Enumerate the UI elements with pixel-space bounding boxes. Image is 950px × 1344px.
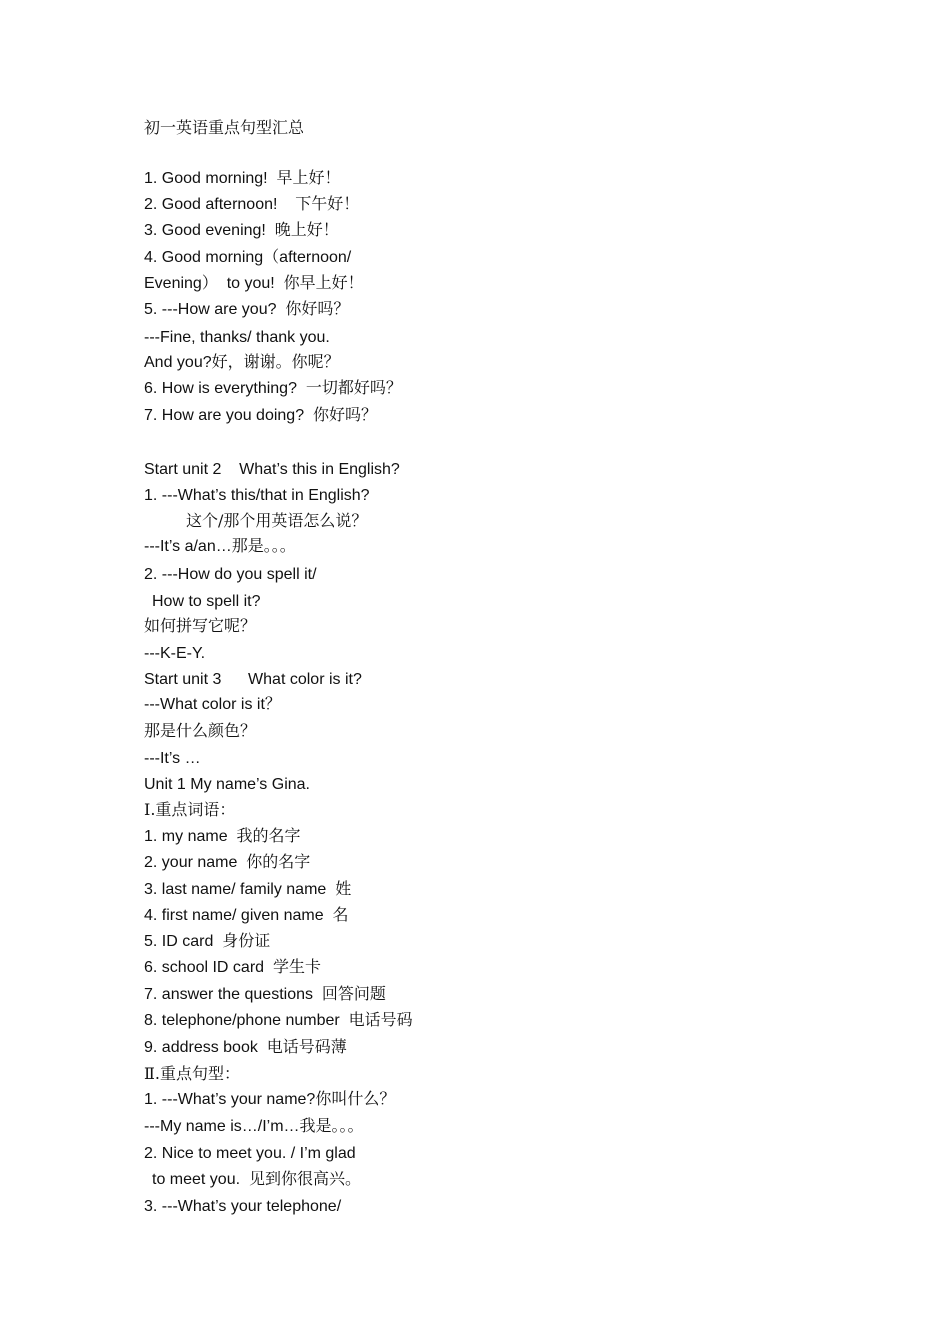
text-line: ---K-E-Y. [144,645,206,662]
text-line: How to spell it? [152,593,261,610]
subsection-heading: Ⅰ.重点词语： [144,800,236,819]
text-line: 1. my name 我的名字 [144,828,301,845]
section-heading: Start unit 2 What’s this in English? [144,461,400,478]
text-line: 7. How are you doing? 你好吗？ [144,407,377,424]
text-line: 1. ---What’s your name?你叫什么？ [144,1091,396,1108]
text-line: 3. ---What’s your telephone/ [144,1198,342,1215]
subsection-heading: Ⅱ.重点句型： [144,1064,240,1083]
text-line: ---My name is…/I’m…我是。。。 [144,1118,364,1135]
text-line: 2. Nice to meet you. / I’m glad [144,1145,356,1162]
text-line: ---What color is it？ [144,696,281,713]
text-line: 6. school ID card 学生卡 [144,959,321,976]
text-line: 2. your name 你的名字 [144,854,311,871]
text-line: Evening） to you! 你早上好！ [144,275,364,292]
text-line: 1. ---What’s this/that in English? [144,487,370,504]
document-title: 初一英语重点句型汇总 [144,118,305,137]
text-line: 如何拼写它呢？ [144,616,257,635]
text-line: ---Fine, thanks/ thank you. [144,329,330,346]
text-line: 8. telephone/phone number 电话号码 [144,1012,413,1029]
text-line: 3. Good evening! 晚上好！ [144,222,339,239]
text-line: 4. Good morning（afternoon/ [144,249,352,266]
text-line: 9. address book 电话号码薄 [144,1039,347,1056]
text-line: 5. ---How are you? 你好吗？ [144,301,350,318]
text-line: 2. Good afternoon! 下午好！ [144,196,360,213]
text-line: 6. How is everything? 一切都好吗？ [144,380,402,397]
section-heading: Start unit 3 What color is it? [144,671,362,688]
text-line: 7. answer the questions 回答问题 [144,986,386,1003]
text-line: 4. first name/ given name 名 [144,907,349,924]
text-line: 2. ---How do you spell it/ [144,566,317,583]
text-line: to meet you. 见到你很高兴。 [152,1171,361,1188]
text-line: 这个/那个用英语怎么说？ [186,511,368,530]
text-line: 1. Good morning! 早上好！ [144,170,341,187]
text-line: ---It’s a/an…那是。。。 [144,538,296,555]
section-heading: Unit 1 My name’s Gina. [144,776,310,793]
text-line: ---It’s … [144,750,201,767]
text-line: 3. last name/ family name 姓 [144,881,352,898]
text-line: And you?好，谢谢。你呢？ [144,354,340,371]
text-line: 那是什么颜色？ [144,721,257,740]
text-line: 5. ID card 身份证 [144,933,271,950]
